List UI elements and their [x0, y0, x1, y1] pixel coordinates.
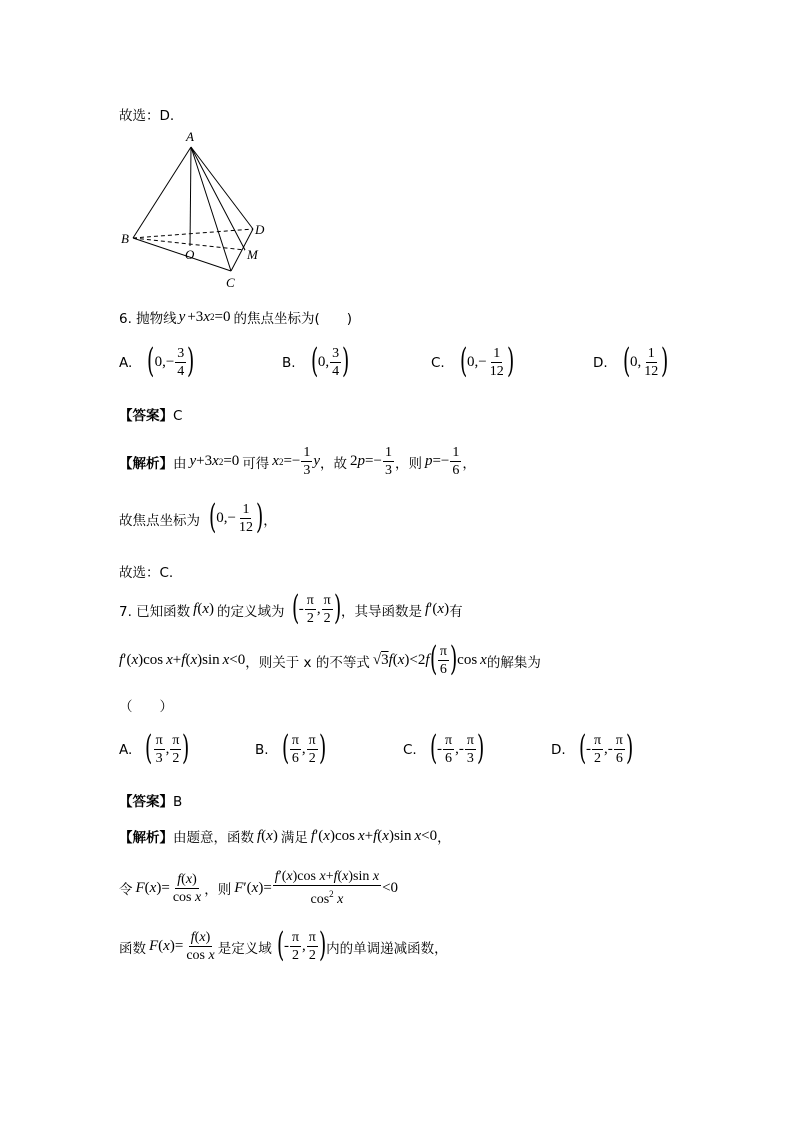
q6-answer	[119, 404, 182, 424]
label-C: C	[226, 275, 235, 290]
q6-option-a[interactable]: A. ( 0, − $\frac{3}{4}$ )	[119, 340, 195, 381]
q6-analysis-line2: 故焦点坐标为 ( 0,− $\frac{1}{12}$ ) ，	[119, 496, 277, 537]
edge-AO	[190, 147, 191, 246]
q7-analysis-line2: 令 F ( x )= $\frac{f(x)}{\text{cos x}}$ ，则 F ′( x )= $\frac{\text{f′(x)cos x+f(x)sin x}}{\cos^2 x}$ <0	[119, 869, 399, 907]
label-A: A	[186, 129, 194, 144]
label-B: B	[121, 231, 129, 246]
q7-stem-line3: （ ）	[119, 699, 173, 715]
q6-option-b[interactable]: B. ( 0, $\frac{3}{4}$ )	[282, 340, 350, 381]
q6-stem: 6. 抛物线 y +3 x 2 =0 的焦点坐标为( )	[119, 308, 352, 327]
prev-answer: 故选：D.	[119, 108, 175, 124]
q7-answer-label: 【答案】	[119, 794, 173, 810]
q7-option-c[interactable]: C. ( - $\frac{\pi}{6}$ ,- $\frac{\pi}{3}$ )	[403, 727, 485, 768]
q6-answer-value: C	[173, 408, 183, 424]
edge-AC	[191, 147, 231, 271]
edge-AM	[191, 147, 245, 250]
q7-answer	[119, 790, 182, 810]
q6-analysis-line1: 【解析】 由 y +3 x 2 =0 可得 x 2 =− $\frac{1}{3}$ y ，故 2 p =− $\frac{1}{3}$ ，则 p =− $\frac{1}{6}$ ，	[119, 445, 476, 478]
q7-analysis-line1: 【解析】 由题意，函数 f ( x ) 满足 f ′( x )cos x + f ( x )sin x <0 ，	[119, 827, 451, 846]
q6-conclusion: 故选：C.	[119, 565, 174, 581]
q7-option-a[interactable]: A. ( $\frac{\pi}{3}$ , $\frac{\pi}{2}$ )	[119, 727, 190, 768]
tetrahedron-figure	[110, 126, 270, 292]
q7-option-d[interactable]: D. ( - $\frac{\pi}{2}$ ,- $\frac{\pi}{6}$ )	[551, 727, 634, 768]
q6-answer-label: 【答案】	[119, 408, 173, 424]
q6-option-d[interactable]: D. ( 0, $\frac{1}{12}$ )	[593, 340, 669, 381]
label-O: O	[185, 247, 195, 262]
edge-AB	[133, 147, 191, 238]
label-D: D	[255, 222, 265, 237]
q7-stem-line2: f ′( x )cos x + f ( x )sin x <0 ，则关于 x 的不等式 √3 f ( x )<2 f ( $\frac{\pi}{6}$ ) cos x 的解集为	[119, 638, 541, 679]
q7-stem-line1: 7. 已知函数 f ( x ) 的定义域为 ( - $\frac{\pi}{2}$ , $\frac{\pi}{2}$ ) ，其导函数是 f ′( x ) 有	[119, 587, 463, 628]
q7-answer-value: B	[173, 794, 183, 810]
q7-option-b[interactable]: B. ( $\frac{\pi}{6}$ , $\frac{\pi}{2}$ )	[255, 727, 327, 768]
label-M: M	[247, 247, 258, 262]
q6-option-c[interactable]: C. ( 0, − $\frac{1}{12}$ )	[431, 340, 514, 381]
edge-AD	[191, 147, 253, 229]
q7-analysis-line3: 函数 F ( x )= $\frac{f(x)}{\text{cos x}}$ 是定义域 ( - $\frac{\pi}{2}$ , $\frac{\pi}{2}$ ) 内的单调递减函数，	[119, 924, 448, 965]
